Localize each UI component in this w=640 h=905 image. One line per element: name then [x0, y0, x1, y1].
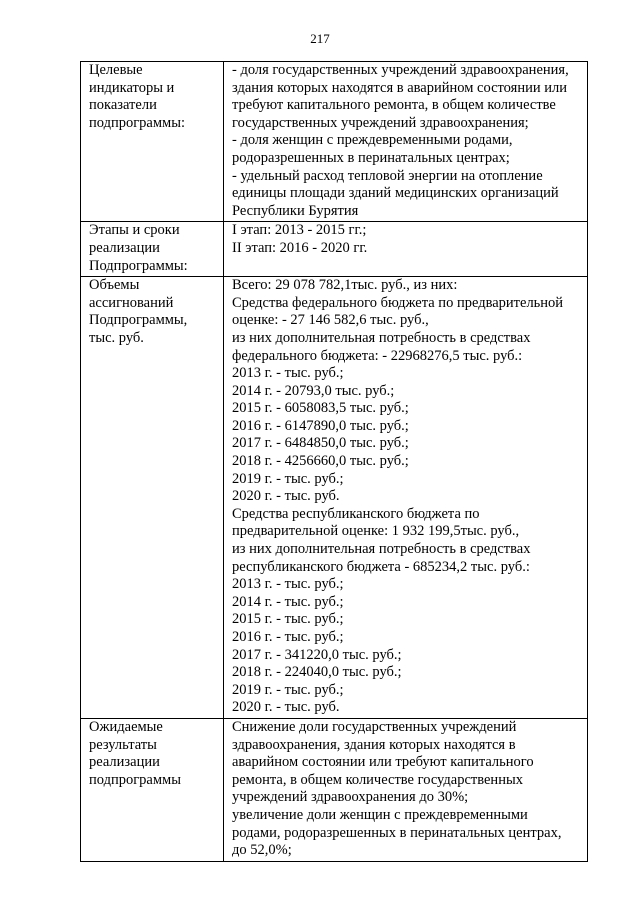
- content-line: 2014 г. - 20793,0 тыс. руб.;: [232, 382, 395, 399]
- content-line: - удельный расход тепловой энергии на отопление: [232, 167, 543, 184]
- content-line: увеличение доли женщин с преждевременными: [232, 806, 528, 823]
- content-cell: [224, 222, 588, 277]
- content-line: 2019 г. - тыс. руб.;: [232, 681, 344, 698]
- content-line: II этап: 2016 - 2020 гг.: [232, 239, 368, 256]
- content-line: до 52,0%;: [232, 842, 292, 859]
- content-line: учреждений здравоохранения до 30%;: [232, 789, 469, 806]
- subprogram-passport-table: [80, 61, 588, 862]
- content-line: предварительной оценке: 1 932 199,5тыс. руб.,: [232, 523, 520, 540]
- label-cell: [81, 222, 224, 277]
- row-allocation-volumes: [81, 277, 588, 719]
- label-line: реализации: [89, 754, 160, 771]
- content-line: Снижение доли государственных учреждений: [232, 718, 517, 735]
- content-line: здания которых находятся в аварийном состоянии или: [232, 79, 567, 96]
- content-line: оценке: - 27 146 582,6 тыс. руб.,: [232, 312, 429, 329]
- content-line: из них дополнительная потребность в средствах: [232, 329, 531, 346]
- label-cell: [81, 277, 224, 719]
- content-line: Средства республиканского бюджета по: [232, 505, 480, 522]
- content-line: республиканского бюджета - 685234,2 тыс. руб.:: [232, 558, 530, 575]
- label-line: реализации: [89, 239, 160, 256]
- label-line: результаты: [89, 736, 157, 753]
- label-line: ассигнований: [89, 294, 174, 311]
- content-line: 2019 г. - тыс. руб.;: [232, 470, 344, 487]
- content-line: Всего: 29 078 782,1тыс. руб., из них:: [232, 277, 458, 294]
- content-line: - доля государственных учреждений здравоохранения,: [232, 62, 569, 78]
- content-line: 2014 г. - тыс. руб.;: [232, 593, 344, 610]
- label-cell: [81, 62, 224, 222]
- label-line: Подпрограммы:: [89, 257, 188, 274]
- row-stages-and-terms: [81, 222, 588, 277]
- content-line: 2020 г. - тыс. руб.: [232, 699, 340, 716]
- content-line: здравоохранения, здания которых находятся в: [232, 736, 516, 753]
- content-line: родами, родоразрешенных в перинатальных центрах,: [232, 824, 562, 841]
- label-line: показатели: [89, 97, 157, 114]
- label-line: Этапы и сроки: [89, 222, 180, 239]
- content-line: федерального бюджета: - 22968276,5 тыс. руб.:: [232, 347, 523, 364]
- content-line: из них дополнительная потребность в средствах: [232, 541, 531, 558]
- content-line: - доля женщин с преждевременными родами,: [232, 132, 513, 149]
- content-cell: [224, 62, 588, 222]
- label-cell: [81, 718, 224, 861]
- content-cell: [224, 718, 588, 861]
- label-line: тыс. руб.: [89, 329, 144, 346]
- content-line: I этап: 2013 - 2015 гг.;: [232, 222, 367, 239]
- content-line: аварийном состоянии или требуют капитального: [232, 754, 534, 771]
- content-cell: [224, 277, 588, 719]
- content-line: государственных учреждений здравоохранения;: [232, 114, 529, 131]
- row-target-indicators: [81, 62, 588, 222]
- row-expected-results: [81, 718, 588, 861]
- label-line: Объемы: [89, 277, 140, 294]
- content-line: родоразрешенных в перинатальных центрах;: [232, 149, 510, 166]
- content-line: 2020 г. - тыс. руб.: [232, 488, 340, 505]
- content-line: 2018 г. - 4256660,0 тыс. руб.;: [232, 453, 409, 470]
- label-line: Целевые: [89, 62, 143, 78]
- content-line: 2013 г. - тыс. руб.;: [232, 365, 344, 382]
- content-line: 2015 г. - 6058083,5 тыс. руб.;: [232, 400, 409, 417]
- label-line: Ожидаемые: [89, 718, 163, 735]
- content-line: 2016 г. - 6147890,0 тыс. руб.;: [232, 417, 409, 434]
- content-line: 2015 г. - тыс. руб.;: [232, 611, 344, 628]
- label-line: подпрограммы: [89, 771, 181, 788]
- label-line: индикаторы и: [89, 79, 175, 96]
- content-line: единицы площади зданий медицинских организаций: [232, 185, 559, 202]
- label-line: подпрограммы:: [89, 114, 185, 131]
- label-line: Подпрограммы,: [89, 312, 188, 329]
- content-line: 2017 г. - 341220,0 тыс. руб.;: [232, 646, 402, 663]
- content-line: Республики Бурятия: [232, 202, 359, 219]
- content-line: требуют капитального ремонта, в общем количестве: [232, 97, 556, 114]
- content-line: 2017 г. - 6484850,0 тыс. руб.;: [232, 435, 409, 452]
- page-number: 217: [310, 31, 330, 46]
- content-line: 2016 г. - тыс. руб.;: [232, 629, 344, 645]
- content-line: 2013 г. - тыс. руб.;: [232, 576, 344, 593]
- content-line: 2018 г. - 224040,0 тыс. руб.;: [232, 664, 402, 681]
- content-line: ремонта, в общем количестве государственных: [232, 771, 523, 788]
- content-line: Средства федерального бюджета по предварительной: [232, 294, 564, 311]
